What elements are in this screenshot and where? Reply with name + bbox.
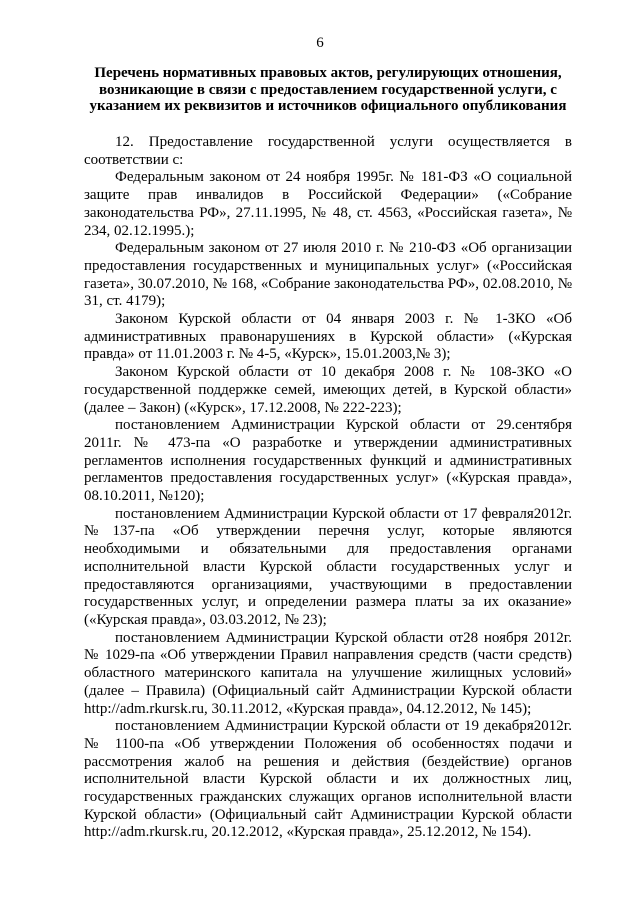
paragraph-federal-law-210: Федеральным законом от 27 июля 2010 г. № 210-ФЗ «Об организации предоставления государственных и муниципальных услуг» («Российская газета», 30.07.2010, № 168, «Собрание законодательства РФ», 02.08.2010, № 31, ст. 4179);: [84, 240, 573, 310]
paragraph-kursk-law-1: Законом Курской области от 04 января 2003 г. № 1-ЗКО «Об административных правонарушениях в Курской области» («Курская правда» от 11.01.2003 г. № 4-5, «Курск», 15.01.2003,№ 3);: [84, 311, 572, 363]
paragraph-resolution-1029: постановлением Администрации Курской области от28 ноября 2012г.№ 1029-па «Об утверждении Правил направления средств (части средств) областного материнского капитала на улучшение жилищных условий» (далее – Правила) (Официальный сайт Администрации Курской области http://adm.rkursk.ru, 30.11.2012, «Курская правда», 04.12.2012, № 145);: [84, 629, 572, 717]
section-heading: Перечень нормативных правовых актов, регулирующих отношения, возникающие в связи с предоставлением государственной услуги, с указанием их реквизитов и источников официального опубликования: [89, 65, 567, 114]
paragraph-resolution-1100: постановлением Администрации Курской области от 19 декабря2012г. № 1100-па «Об утверждении Положения об особенностях подачи и рассмотрения жалоб на решения и действия (бездействие) органов исполнительной власти Курской области и их должностных лиц, государственных гражданских служащих органов исполнительной власти Курской области» (Официальный сайт Администрации Курской области http://adm.rkursk.ru, 20.12.2012, «Курская правда», 25.12.2012, № 154).: [84, 718, 572, 841]
paragraph-federal-law-181: Федеральным законом от 24 ноября 1995г. № 181-ФЗ «О социальной защите прав инвалидов в Российской Федерации» («Собрание законодательства РФ», 27.11.1995, № 48, ст. 4563, «Российская газета», № 234, 02.12.1995.);: [84, 169, 572, 239]
paragraph-intro: 12. Предоставление государственной услуги осуществляется в соответствии с:: [84, 134, 572, 168]
paragraph-resolution-473: постановлением Администрации Курской области от 29.сентября 2011г. № 473-па «О разработке и утверждении административных регламентов исполнения государственных функций и административных регламентов предоставления государственных услуг» («Курская правда», 08.10.2011, №120);: [84, 417, 572, 505]
paragraph-resolution-137: постановлением Администрации Курской области от 17 февраля2012г. №137-па «Об утверждении перечня услуг, которые являются необходимыми и обязательными для предоставления органами исполнительной власти Курской области государственных услуг и предоставляются организациями, участвующими в предоставлении государственных услуг, и определении размера платы за их оказание» («Курская правда», 03.03.2012, № 23);: [84, 505, 572, 628]
page-number: 6: [316, 35, 324, 51]
paragraph-kursk-law-108: Законом Курской области от 10 декабря 2008 г. № 108-ЗКО «О государственной поддержке семей, имеющих детей, в Курской области» (далее – Закон) («Курск», 17.12.2008, № 222-223);: [84, 364, 572, 416]
document-body: [84, 134, 572, 842]
